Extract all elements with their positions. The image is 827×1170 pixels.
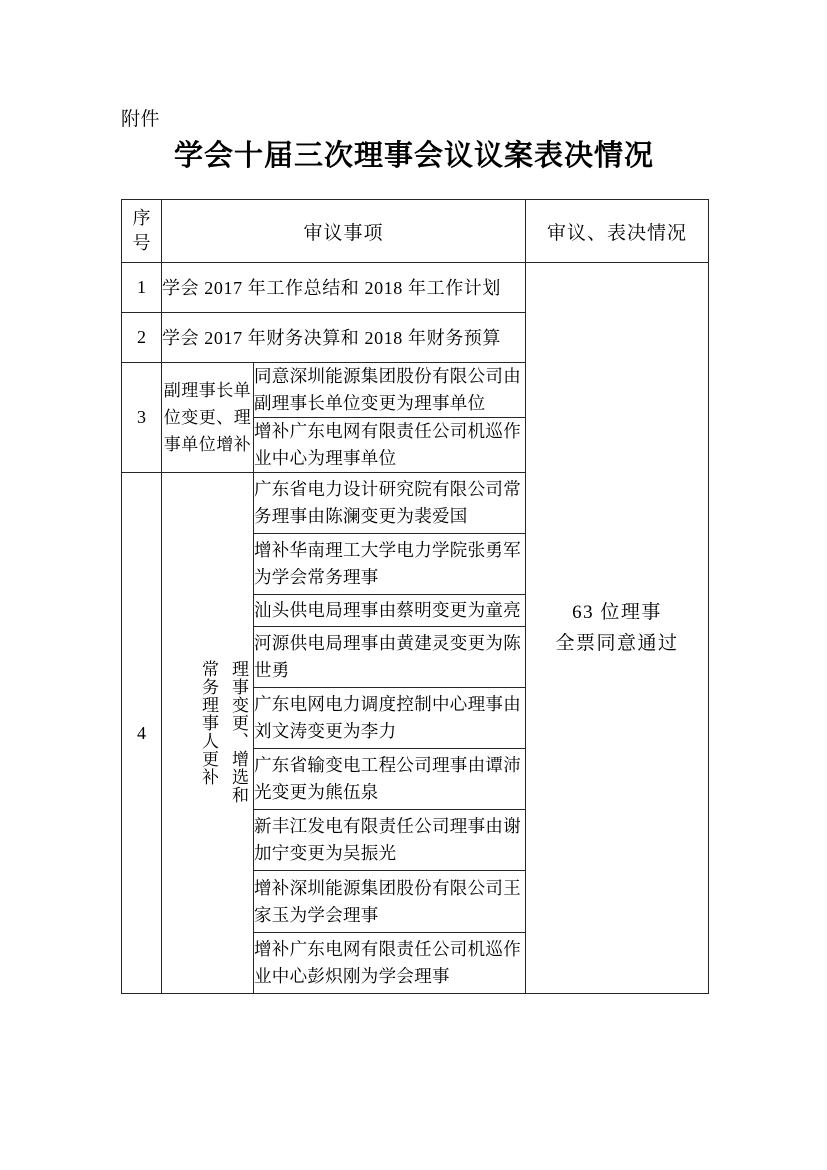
row-category-label: [162, 473, 254, 994]
row-item-text: 增补广东电网有限责任公司机巡作业中心为理事单位: [254, 418, 526, 473]
row-item-text: 广东省电力设计研究院有限公司常务理事由陈澜变更为裴爱国: [254, 473, 526, 534]
page-title: 学会十届三次理事会议议案表决情况: [173, 140, 654, 172]
row-item-text: 广东省输变电工程公司理事由谭沛光变更为熊伍泉: [254, 749, 526, 810]
row-item-text: 学会 2017 年工作总结和 2018 年工作计划: [162, 263, 526, 313]
row-item-text: 同意深圳能源集团股份有限公司由副理事长单位变更为理事单位: [254, 363, 526, 418]
row-item-text: 增补深圳能源集团股份有限公司王家玉为学会理事: [254, 871, 526, 932]
row-item-text: 广东电网电力调度控制中心理事由刘文涛变更为李力: [254, 687, 526, 748]
row-sequence-number: 3: [122, 363, 162, 473]
row-item-text: 增补华南理工大学电力学院张勇军为学会常务理事: [254, 534, 526, 595]
vote-result-cell: [526, 263, 709, 994]
vote-result-line1: 63 位理事: [572, 602, 662, 623]
row-sequence-number: 4: [122, 473, 162, 994]
row-category-label-text: 理事变更、增选和常务理事人更补: [199, 660, 248, 804]
table-row: [122, 263, 709, 313]
column-header-result: 审议、表决情况: [526, 200, 709, 263]
row-category-label: 副理事长单位变更、理事单位增补: [162, 363, 254, 473]
column-header-sequence-line2: 号: [132, 233, 151, 253]
vote-result-line2: 全票同意通过: [555, 633, 679, 654]
row-item-text: 汕头供电局理事由蔡明变更为童亮: [254, 595, 526, 626]
resolution-vote-table: [121, 199, 709, 994]
column-header-sequence: [122, 200, 162, 263]
attachment-label: 附件: [121, 109, 161, 130]
row-item-text: 学会 2017 年财务决算和 2018 年财务预算: [162, 313, 526, 363]
table-header-row: [122, 200, 709, 263]
row-category-label-wrapper: [162, 473, 253, 993]
column-header-item: 审议事项: [162, 200, 526, 263]
row-item-text: 新丰江发电有限责任公司理事由谢加宁变更为吴振光: [254, 810, 526, 871]
column-header-sequence-line1: 序: [132, 208, 151, 228]
row-sequence-number: 1: [122, 263, 162, 313]
row-item-text: 增补广东电网有限责任公司机巡作业中心彭炽刚为学会理事: [254, 932, 526, 993]
row-item-text: 河源供电局理事由黄建灵变更为陈世勇: [254, 626, 526, 687]
row-sequence-number: 2: [122, 313, 162, 363]
